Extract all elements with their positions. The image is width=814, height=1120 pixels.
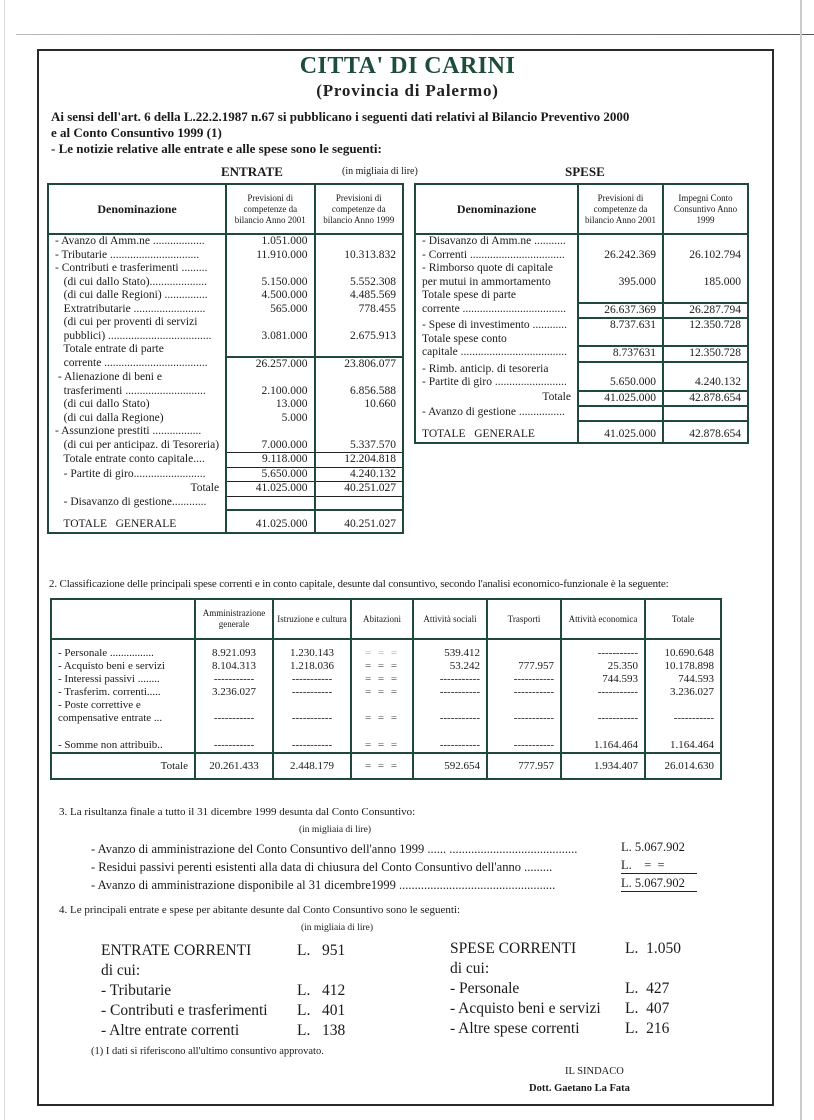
column-header: Impegni Conto Consuntivo Anno 1999 <box>663 184 748 234</box>
value-2001 <box>578 333 663 347</box>
value-1999: 185.000 <box>663 276 748 290</box>
cell-value: ----------- <box>195 739 273 753</box>
document-subtitle: (Provincia di Palermo) <box>316 81 499 100</box>
cell-value: = = = <box>351 686 413 699</box>
value-1999: 4.240.132 <box>315 468 403 482</box>
page-edge <box>800 0 802 1120</box>
table-row <box>415 421 748 443</box>
value-1999: 42.878.654 <box>663 421 748 443</box>
cell-value: 25.350 <box>561 660 645 673</box>
cell-value <box>413 725 487 739</box>
table-row <box>48 425 403 439</box>
per-capita-row <box>450 979 670 999</box>
table-row <box>48 262 403 276</box>
cell-value: ----------- <box>561 686 645 699</box>
column-header: Totale <box>645 599 721 639</box>
value-1999: 4.485.569 <box>315 289 403 303</box>
table-row <box>48 511 403 533</box>
row-label: - Acquisto beni e servizi <box>51 660 195 673</box>
value-1999: 26.102.794 <box>663 249 748 263</box>
column-header: Abitazioni <box>351 599 413 639</box>
value-1999: 6.856.588 <box>315 385 403 399</box>
per-capita-row <box>101 981 346 1001</box>
column-header: Attività economica <box>561 599 645 639</box>
row-label: compensative entrate ... <box>51 712 195 725</box>
value-1999 <box>315 412 403 426</box>
value-2001: 41.025.000 <box>226 482 314 497</box>
intro-line: Ai sensi dell'art. 6 della L.22.2.1987 n.67 si pubblicano i seguenti dati relativi al Bilancio Preventivo 2000 <box>51 109 630 124</box>
row-label: Totale entrate conto capitale.... <box>48 453 226 468</box>
value-2001 <box>578 262 663 276</box>
column-header: Attività sociali <box>413 599 487 639</box>
table-row <box>48 468 403 482</box>
table-row <box>415 276 748 290</box>
table-row <box>415 319 748 333</box>
row-label: (di cui dalla Regione) <box>48 412 226 426</box>
row-label: capitale ..................................... <box>415 346 578 362</box>
cell-value: ----------- <box>273 673 351 686</box>
cell-value: ----------- <box>561 712 645 725</box>
cell-value: = = = <box>351 660 413 673</box>
value-2001: 11.910.000 <box>226 249 314 263</box>
column-header: Trasporti <box>487 599 561 639</box>
table-row <box>48 482 403 497</box>
column-header: Denominazione <box>48 184 226 234</box>
cell-value: = = = <box>351 673 413 686</box>
value-1999: 10.313.832 <box>315 249 403 263</box>
value-2001: 26.637.369 <box>578 303 663 319</box>
total-value: = = = <box>351 753 413 779</box>
per-capita-row <box>101 941 346 961</box>
cell-value <box>351 725 413 739</box>
per-capita-entrate <box>101 941 346 1041</box>
per-capita-label: - Altre entrate correnti <box>101 1022 240 1039</box>
cell-value: 777.957 <box>487 660 561 673</box>
value-1999: 40.251.027 <box>315 511 403 533</box>
cell-value: ----------- <box>273 712 351 725</box>
value-2001: 5.150.000 <box>226 276 314 290</box>
cell-value <box>561 725 645 739</box>
section2-heading: 2. Classificazione delle principali spese correnti e in conto capitale, desunte dal consuntivo, secondo l'analisi economico-funzionale è la seguente: <box>49 578 669 590</box>
table-row <box>415 262 748 276</box>
unit-label: (in migliaia di lire) <box>342 166 418 177</box>
cell-value: ----------- <box>273 739 351 753</box>
cell-value <box>273 699 351 712</box>
cell-value: ----------- <box>487 686 561 699</box>
value-1999: 26.287.794 <box>663 303 748 319</box>
column-header: Previsioni di competenze da bilancio Anno 2001 <box>578 184 663 234</box>
cell-value: 744.593 <box>645 673 721 686</box>
intro-text <box>51 109 751 157</box>
cell-value: ----------- <box>561 639 645 660</box>
cell-value: = = = <box>351 712 413 725</box>
document-frame <box>37 49 774 1106</box>
value-1999: 10.660 <box>315 398 403 412</box>
value-2001: 41.025.000 <box>578 421 663 443</box>
table-row <box>48 453 403 468</box>
value-2001 <box>226 343 314 357</box>
value-2001: 3.081.000 <box>226 330 314 344</box>
cell-value <box>487 639 561 660</box>
row-label: - Contributi e trasferimenti ......... <box>48 262 226 276</box>
value-1999: 5.552.308 <box>315 276 403 290</box>
table-row <box>51 725 721 739</box>
row-label: - Avanzo di gestione ................ <box>415 406 578 420</box>
section4-heading: 4. Le principali entrate e spese per abitante desunte dal Conto Consuntivo sono le seguenti: <box>59 904 461 916</box>
value-2001 <box>226 316 314 330</box>
value-2001: 5.650.000 <box>578 376 663 391</box>
value-1999 <box>663 363 748 377</box>
per-capita-label: - Personale <box>450 980 520 997</box>
value-2001: 13.000 <box>226 398 314 412</box>
value-2001 <box>226 371 314 385</box>
table-row <box>51 712 721 725</box>
cell-value: 744.593 <box>561 673 645 686</box>
value-1999 <box>663 406 748 420</box>
per-capita-value: L. 138 <box>297 1022 346 1039</box>
value-2001: 26.242.369 <box>578 249 663 263</box>
per-capita-row <box>101 961 268 981</box>
value-1999 <box>315 316 403 330</box>
result-line-value: L. 5.067.902 <box>621 876 697 892</box>
row-label: - Rimborso quote di capitale <box>415 262 578 276</box>
total-value: 2.448.179 <box>273 753 351 779</box>
row-label: - Partite di giro......................... <box>48 468 226 482</box>
signature-role: IL SINDACO <box>565 1066 624 1077</box>
value-2001: 5.650.000 <box>226 468 314 482</box>
per-capita-row <box>450 1019 670 1039</box>
row-label: (di cui per anticipaz. di Tesoreria) <box>48 439 226 453</box>
value-2001: 5.000 <box>226 412 314 426</box>
result-line-label: - Avanzo di amministrazione del Conto Consuntivo dell'anno 1999 ...... ......................................... <box>91 842 578 856</box>
cell-value: 10.178.898 <box>645 660 721 673</box>
row-label: - Correnti ................................. <box>415 249 578 263</box>
column-header: Amministrazione generale <box>195 599 273 639</box>
cell-value: ----------- <box>645 712 721 725</box>
cell-value <box>645 725 721 739</box>
per-capita-spese <box>450 939 681 1039</box>
per-capita-label: di cui: <box>450 960 490 977</box>
per-capita-label: ENTRATE CORRENTI <box>101 942 252 959</box>
row-label: - Alienazione di beni e <box>48 371 226 385</box>
cell-value <box>195 725 273 739</box>
table-row <box>415 391 748 407</box>
result-line-label: - Residui passivi perenti esistenti alla data di chiusura del Conto Consuntivo dell'anno ......... <box>91 860 553 874</box>
cell-value: 10.690.648 <box>645 639 721 660</box>
cell-value <box>273 725 351 739</box>
row-label: (di cui per proventi di servizi <box>48 316 226 330</box>
cell-value <box>645 699 721 712</box>
value-2001: 4.500.000 <box>226 289 314 303</box>
value-1999 <box>663 289 748 303</box>
table-row <box>51 673 721 686</box>
table-row <box>48 439 403 453</box>
value-1999: 12.204.818 <box>315 453 403 468</box>
row-label: pubblici) .................................... <box>48 330 226 344</box>
per-capita-label: di cui: <box>101 962 141 979</box>
row-label: - Rimb. anticip. di tesoreria <box>415 363 578 377</box>
per-capita-value: L. 1.050 <box>625 940 681 957</box>
section3-unit: (in migliaia di lire) <box>299 825 372 835</box>
table-row <box>415 333 748 347</box>
row-label: trasferimenti ............................ <box>48 385 226 399</box>
table-row <box>48 371 403 385</box>
value-2001: 2.100.000 <box>226 385 314 399</box>
row-label: (di cui dallo Stato).................... <box>48 276 226 290</box>
result-line-value: L. = = <box>621 858 697 874</box>
value-1999: 5.337.570 <box>315 439 403 453</box>
row-label: - Tributarie ............................... <box>48 249 226 263</box>
cell-value: ----------- <box>487 739 561 753</box>
value-2001: 1.051.000 <box>226 234 314 249</box>
value-1999: 40.251.027 <box>315 482 403 497</box>
result-line-label: - Avanzo di amministrazione disponibile al 31 dicembre1999 .................................................. <box>91 878 556 892</box>
row-label: - Trasferim. correnti..... <box>51 686 195 699</box>
total-value: 26.014.630 <box>645 753 721 779</box>
per-capita-row <box>450 939 681 959</box>
row-label: (di cui dalle Regioni) ............... <box>48 289 226 303</box>
value-2001: 7.000.000 <box>226 439 314 453</box>
value-1999: 778.455 <box>315 303 403 317</box>
per-capita-value: L. 407 <box>625 1000 670 1017</box>
per-capita-label: - Contributi e trasferimenti <box>101 1002 268 1019</box>
value-1999 <box>315 371 403 385</box>
row-label: - Spese di investimento ............ <box>415 319 578 333</box>
table-row <box>51 639 721 660</box>
value-1999 <box>315 234 403 249</box>
row-label: - Disavanzo di Amm.ne ........... <box>415 234 578 249</box>
value-2001 <box>578 289 663 303</box>
table-row <box>48 303 403 317</box>
value-2001 <box>226 262 314 276</box>
document-title: CITTA' DI CARINI <box>299 53 516 79</box>
table-row <box>415 363 748 377</box>
entrate-table <box>47 183 404 534</box>
column-header <box>51 599 195 639</box>
value-2001: 41.025.000 <box>226 511 314 533</box>
row-label: Totale spese di parte <box>415 289 578 303</box>
total-value: 1.934.407 <box>561 753 645 779</box>
spese-table <box>414 183 749 444</box>
cell-value: ----------- <box>413 686 487 699</box>
value-1999: 4.240.132 <box>663 376 748 391</box>
value-2001: 8.737631 <box>578 346 663 362</box>
per-capita-row <box>450 999 670 1019</box>
value-2001 <box>578 406 663 420</box>
value-2001: 395.000 <box>578 276 663 290</box>
row-label: corrente .................................... <box>415 303 578 319</box>
row-label: Totale entrate di parte <box>48 343 226 357</box>
cell-value: 53.242 <box>413 660 487 673</box>
cell-value: 1.230.143 <box>273 639 351 660</box>
value-1999 <box>315 496 403 510</box>
page-edge <box>16 34 814 35</box>
value-1999: 42.878.654 <box>663 391 748 407</box>
total-label: Totale <box>51 753 195 779</box>
row-label: - Interessi passivi ........ <box>51 673 195 686</box>
cell-value: 8.104.313 <box>195 660 273 673</box>
per-capita-label: - Altre spese correnti <box>450 1020 580 1037</box>
value-1999 <box>315 343 403 357</box>
result-line-value: L. 5.067.902 <box>621 840 685 854</box>
value-1999 <box>663 262 748 276</box>
table-row <box>48 249 403 263</box>
column-header: Previsioni di competenze da bilancio Anno 1999 <box>315 184 403 234</box>
table-row <box>48 412 403 426</box>
row-label: Extratributarie ......................... <box>48 303 226 317</box>
per-capita-value: L. 401 <box>297 1002 346 1019</box>
per-capita-value: L. 216 <box>625 1020 670 1037</box>
table-row <box>48 330 403 344</box>
per-capita-label: - Tributarie <box>101 982 172 999</box>
cell-value <box>195 699 273 712</box>
row-label: corrente .................................... <box>48 357 226 372</box>
cell-value: = = = <box>351 739 413 753</box>
cell-value: ----------- <box>487 673 561 686</box>
per-capita-label: - Acquisto beni e servizi <box>450 1000 601 1017</box>
cell-value: 8.921.093 <box>195 639 273 660</box>
table-row <box>415 346 748 362</box>
per-capita-row <box>450 959 601 979</box>
cell-value: = = = <box>351 639 413 660</box>
table-row <box>415 376 748 391</box>
table-row <box>48 357 403 372</box>
cell-value: ----------- <box>413 712 487 725</box>
table-row <box>48 316 403 330</box>
row-label: (di cui dallo Stato) <box>48 398 226 412</box>
row-label: Totale <box>415 391 578 407</box>
column-header: Previsioni di competenze da bilancio Anno 2001 <box>226 184 314 234</box>
value-2001: 26.257.000 <box>226 357 314 372</box>
table-row <box>48 385 403 399</box>
per-capita-value: L. 427 <box>625 980 670 997</box>
cell-value: 1.164.464 <box>561 739 645 753</box>
total-value: 777.957 <box>487 753 561 779</box>
row-label: - Somme non attribuib.. <box>51 739 195 753</box>
cell-value: ----------- <box>273 686 351 699</box>
table-row <box>48 398 403 412</box>
signature-name: Dott. Gaetano La Fata <box>529 1083 630 1094</box>
section4-unit: (in migliaia di lire) <box>301 923 374 933</box>
page-edge <box>4 0 5 1120</box>
table-row <box>415 406 748 420</box>
cell-value: ----------- <box>487 712 561 725</box>
value-1999: 2.675.913 <box>315 330 403 344</box>
table-row <box>48 276 403 290</box>
table-row <box>415 234 748 249</box>
value-1999 <box>663 333 748 347</box>
value-2001 <box>578 363 663 377</box>
table-row <box>51 739 721 753</box>
per-capita-value: L. 951 <box>297 942 346 959</box>
value-1999: 23.806.077 <box>315 357 403 372</box>
table-row <box>48 289 403 303</box>
row-label: TOTALE GENERALE <box>415 421 578 443</box>
total-value: 20.261.433 <box>195 753 273 779</box>
cell-value: 539.412 <box>413 639 487 660</box>
table-row <box>415 249 748 263</box>
classification-table <box>50 598 722 780</box>
row-label: - Partite di giro ......................... <box>415 376 578 391</box>
value-2001 <box>226 496 314 510</box>
value-2001: 9.118.000 <box>226 453 314 468</box>
row-label: Totale <box>48 482 226 497</box>
table-row <box>415 289 748 303</box>
footnote: (1) I dati si riferiscono all'ultimo consuntivo approvato. <box>91 1046 324 1057</box>
value-1999 <box>315 425 403 439</box>
row-label <box>51 725 195 739</box>
cell-value: ----------- <box>195 712 273 725</box>
cell-value <box>487 699 561 712</box>
value-1999: 12.350.728 <box>663 346 748 362</box>
value-2001 <box>578 234 663 249</box>
intro-line: e al Conto Consuntivo 1999 (1) <box>51 125 222 140</box>
value-1999 <box>663 234 748 249</box>
table-row <box>48 343 403 357</box>
intro-line: - Le notizie relative alle entrate e alle spese sono le seguenti: <box>51 141 382 156</box>
cell-value: 3.236.027 <box>195 686 273 699</box>
value-2001: 41.025.000 <box>578 391 663 407</box>
cell-value <box>413 699 487 712</box>
cell-value: 1.164.464 <box>645 739 721 753</box>
table-row <box>51 686 721 699</box>
spese-heading: SPESE <box>565 164 605 179</box>
cell-value <box>487 725 561 739</box>
cell-value: ----------- <box>413 739 487 753</box>
value-2001 <box>226 425 314 439</box>
row-label: per mutui in ammortamento <box>415 276 578 290</box>
value-1999 <box>315 262 403 276</box>
row-label: - Poste correttive e <box>51 699 195 712</box>
row-label: - Personale ................ <box>51 639 195 660</box>
column-header: Denominazione <box>415 184 578 234</box>
value-2001: 8.737.631 <box>578 319 663 333</box>
row-label: Totale spese conto <box>415 333 578 347</box>
cell-value <box>561 699 645 712</box>
table-row <box>48 496 403 510</box>
row-label: - Assunzione prestiti ................. <box>48 425 226 439</box>
entrate-heading: ENTRATE <box>221 164 283 179</box>
table-row <box>48 234 403 249</box>
per-capita-label: SPESE CORRENTI <box>450 940 577 957</box>
per-capita-value: L. 412 <box>297 982 346 999</box>
total-value: 592.654 <box>413 753 487 779</box>
section3-heading: 3. La risultanza finale a tutto il 31 dicembre 1999 desunta dal Conto Consuntivo: <box>59 806 416 818</box>
cell-value: ----------- <box>413 673 487 686</box>
value-1999: 12.350.728 <box>663 319 748 333</box>
row-label: - Avanzo di Amm.ne .................. <box>48 234 226 249</box>
row-label: - Disavanzo di gestione............ <box>48 496 226 510</box>
row-label: TOTALE GENERALE <box>48 511 226 533</box>
column-header: Istruzione e cultura <box>273 599 351 639</box>
table-row <box>51 699 721 712</box>
per-capita-row <box>101 1021 346 1041</box>
per-capita-row <box>101 1001 346 1021</box>
table-row <box>51 660 721 673</box>
table-row <box>415 303 748 319</box>
cell-value: ----------- <box>195 673 273 686</box>
cell-value: 1.218.036 <box>273 660 351 673</box>
value-2001: 565.000 <box>226 303 314 317</box>
cell-value: 3.236.027 <box>645 686 721 699</box>
cell-value <box>351 699 413 712</box>
